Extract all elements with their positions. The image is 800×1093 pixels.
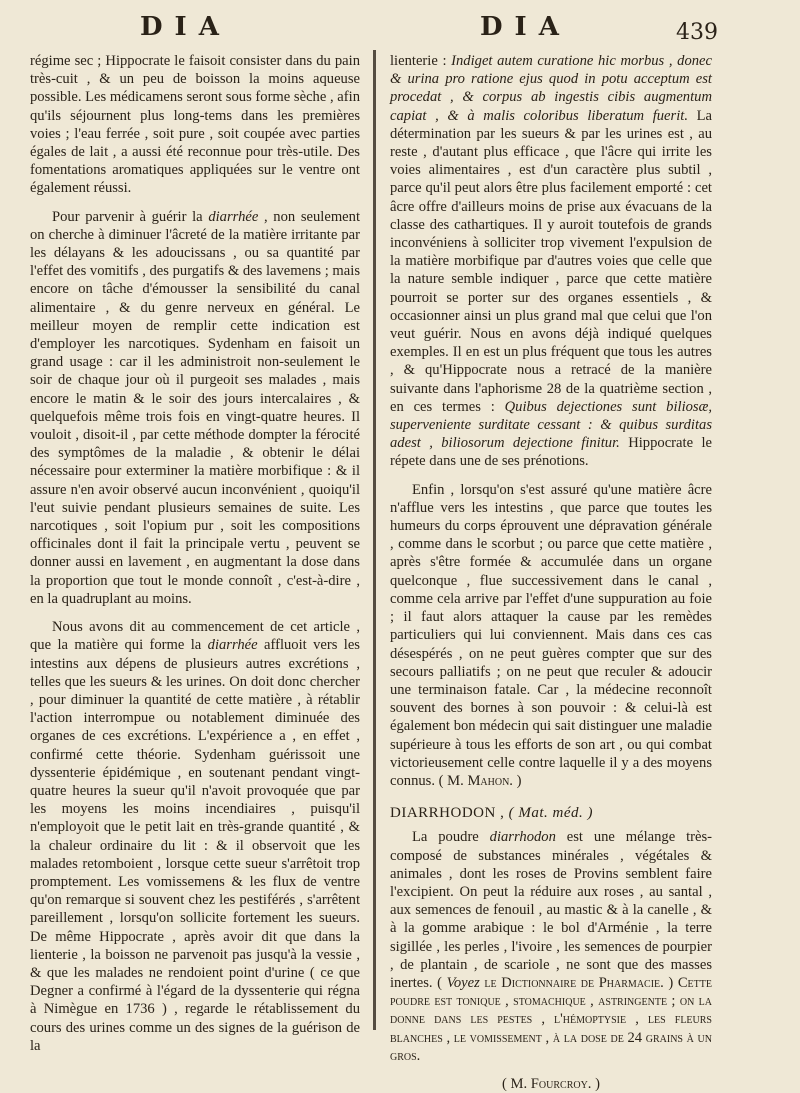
column-divider xyxy=(373,50,376,1030)
paragraph xyxy=(30,208,360,608)
paragraph xyxy=(390,828,712,1065)
paragraph-text: Enfin , lorsqu'on s'est assuré qu'une matière âcre n'afflue vers les intestins , que parce que toutes les humeurs du corps éprouvent une dépravation générale , comme dans le scorbut ; ou parce que cette matière , après s'être formée & accumulée dans un organe quelconque , flue successivement dans le canal , comme cela arrive par l'effet d'une suppuration au foie ; il faut alors attaquer la cause par les remèdes particuliers qui lui conviennent. Mais dans ces cas désespérés , on ne peut guères compter que sur des secours palliatifs ; on ne peut que reculer & adoucir une terminaison fatale. Car , la médecine reconnoît souvent des bornes à son pouvoir : & celui-là est également bon médecin qui sait distinguer une maladie supérieure à tous les efforts de son art , ou qui combat victorieusement celle contre laquelle il y a des moyens connus. xyxy=(390,481,712,789)
page-number: 439 xyxy=(676,20,718,45)
paragraph-text: lienterie : xyxy=(390,53,452,69)
paragraph-text: La poudre xyxy=(412,829,490,846)
italic-term: diarrhée xyxy=(208,208,259,225)
paragraph xyxy=(390,52,712,471)
paragraph xyxy=(30,52,360,198)
paragraph-text: Pour parvenir à guérir la xyxy=(52,208,209,225)
header-right-title: DIA xyxy=(480,12,571,42)
entry-heading: DIARRHODON , ( Mat. méd. ) xyxy=(390,805,593,822)
left-column xyxy=(30,52,360,1065)
paragraph-text: affluoit vers les intestins aux dépens de plusieurs autres excrétions , telles que les sueurs & les urines. On doit donc chercher , pour diminuer la quantité de cette matière , à rétablir l'action interrompue ou notablement diminuée des organes de ces excrétions. L'expérience a , en effet , confirmé cette théorie. Sydenham guérissoit une dyssenterie épidémique , en soutenant pendant vingt-quatre heures la sueur qu'il n'avoit provoquée que par les moyens les moins incendiaires , puisqu'il n'employoit que le petit lait en très-grande quantité , & la chaleur ordinaire du lit : & il observoit que les malades retomboient , lorsque cette sueur s'arrêtoit trop promptement. Les vomissemens & les flux de ventre qu'on remarque si souvent chez les pestiférés , s'arrêtent pareillement , lorsqu'on sollicite fortement les sueurs. De même Hippocrate , après avoir dit que dans la lienterie , la boisson ne parvenoit pas jusqu'à la vessie , & que les malades ne rendoient point d'urine ( ce que Degner a confirmé à l'égard de la dyssenterie qui régna à Nimègue en 1736 ) , regarde le rétablissement du cours des urines comme un des signes de la guérison de la xyxy=(30,637,360,1054)
paragraph xyxy=(390,481,712,790)
latin-quote: Quibus dejectiones sunt biliosæ, superveniente surditate cessant : & quibus surditas adest , biliosorum dejectione finitur. xyxy=(390,398,712,452)
running-header xyxy=(0,8,800,48)
author-signature: ( M. Fourcroy. ) xyxy=(502,1075,600,1092)
paragraph-text: , non seulement on cherche à diminuer l'âcreté de la matière irritante par les délayans & les adoucissans , ou sa quantité par l'effet des vomitifs , des purgatifs & des lavemens ; mais encore on tâche d'émousser la sensibilité du canal alimentaire , & du genre nerveux en général. Le meilleur moyen de remplir cette indication est d'employer les narcotiques. Sydenham en faisoit un grand usage : car il les administroit non-seulement le soir de chaque jour où il purgeoit ses malades , mais encore le matin & le soir des jours intercalaires , & quelquefois même trois fois en vingt-quatre heures. Il vouloit , disoit-il , par cette méthode dompter la férocité des symptômes de la maladie , & obtenir le délai nécessaire pour exterminer la matière morbifique : & il assure n'en avoir observé aucun inconvénient , quoiqu'il l'eut suivie pendant plusieurs semaines de suite. Les narcotiques , soit l'opium pur , soit les compositions officinales dont il fait la principale vertu , peuvent se donner aussi en lavement , en augmentant la dose dans la proportion que tout le monde connoît , c'est-à-dire , en la quadruplant au moins. xyxy=(30,208,360,607)
paragraph-text: Hippocrate le répete dans une de ses prénotions. xyxy=(390,435,712,470)
paragraph xyxy=(30,618,360,1055)
entry-title: DIARRHODON xyxy=(390,805,496,822)
paragraph-text: régime sec ; Hippocrate le faisoit consister dans du pain très-cuit , & un peu de boisson la moins aqueuse possible. Les médicamens seront sous forme sèche , afin qu'ils séjournent plus long-tems dans les premières voies ; l'eau ferrée , soit pure , soit coupée avec parties égales de lait , a aussi été reconnue pour très-utile. Des fomentations aromatiques appliquées sur le ventre ont également réussi. xyxy=(30,53,360,197)
header-left-title: DIA xyxy=(140,12,231,42)
right-column xyxy=(390,52,712,1093)
author-signature: ( M. Mahon. ) xyxy=(438,772,522,789)
paragraph-text: le Dictionnaire de Pharmacie. ) Cette poudre est tonique , stomachique , astringente ; on la donne dans les pestes , l'hémoptysie , les fleurs blanches , le vomissement , à la dose de 24 grains à un gros. xyxy=(390,974,712,1064)
latin-quote: Indiget autem curatione hic morbus , donec & urina pro ratione ejus quod in potu acceptum est procedat , & corpus ab ingestis cibis augmentum capiat , & à malis coloribus liberatum fuerit. xyxy=(390,53,712,124)
paragraph-text: Nous avons dit au commencement de cet article , que la matière qui forme la xyxy=(30,619,360,654)
cross-reference: Voyez xyxy=(446,974,480,991)
italic-term: diarrhodon xyxy=(489,829,556,846)
paragraph-text: La détermination par les sueurs & par les urines est , au reste , d'autant plus efficace , que l'âcre qui irrite les voies alimentaires , est d'un caractère plus subtil , parce qu'il peut alors être plus facilement emporté : cet âcre offre d'ailleurs moins de prise aux évacuans de la classe des cathartiques. Il y auroit toutefois de grands inconvéniens à solliciter trop vivement l'expulsion de la matière morbifique par d'autres voies que celle que la nature semble indiquer , parce que cette matière pourroit se porter sur des organes essentiels , & occasionner ainsi un plus grand mal que celui que l'on veut guérir. Nous en avons déjà indiqué quelques exemples. Il en est un plus fréquent que tous les autres , & qu'Hippocrate nous a retracé de la manière suivante dans l'aphorisme 28 de la quatrième section , en ces termes : xyxy=(390,107,712,415)
paragraph-text: est une mélange très-composé de substances minérales , végétales & animales , dont les roses de Provins semblent faire l'excipient. On peut la réduire aux roses , au santal , aux semences de fenouil , au mastic & à la canelle , & à la gomme arabique : le bol d'Arménie , la terre sigillée , les perles , l'ivoire , les semences de pourpier , de plantain , de scariole , ne sont que des masses inertes. ( xyxy=(390,829,712,991)
entry-category: ( Mat. méd. ) xyxy=(508,805,593,822)
italic-term: diarrhée xyxy=(207,637,258,654)
